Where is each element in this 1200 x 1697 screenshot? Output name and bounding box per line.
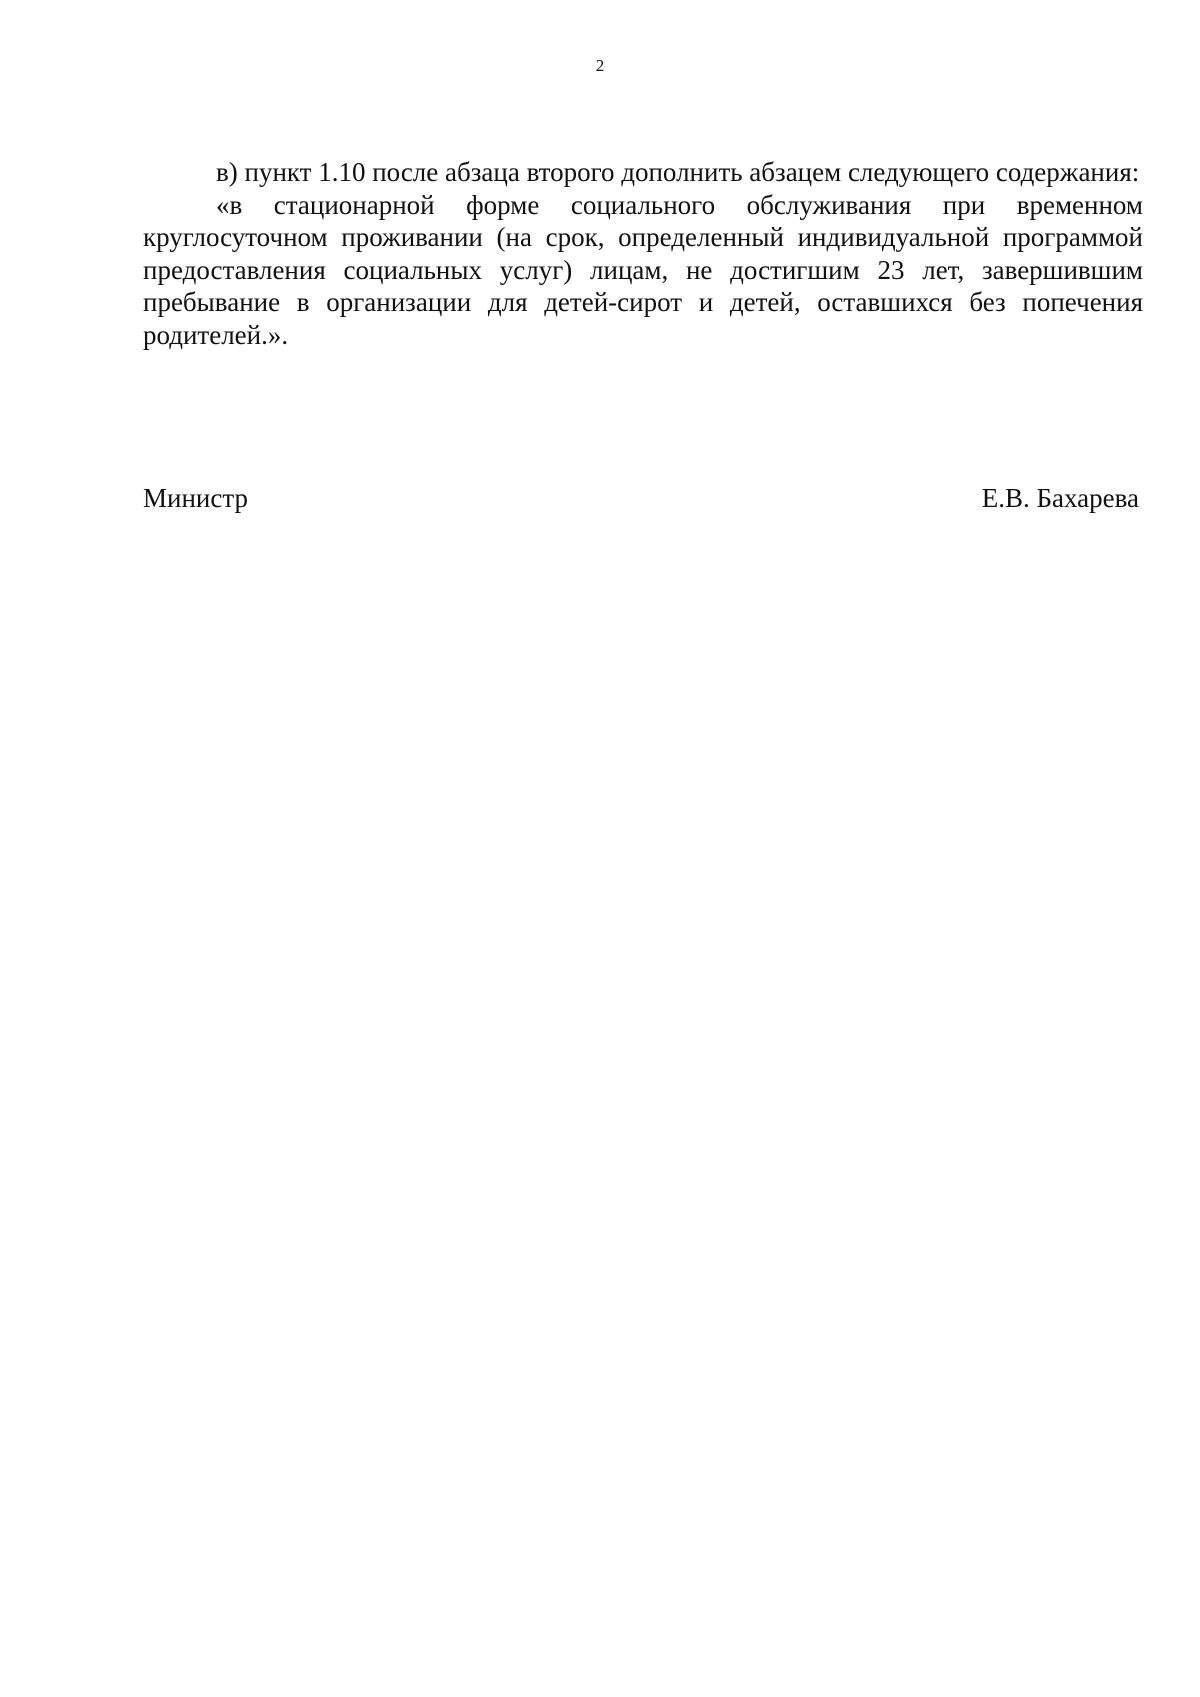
signatory-position: Министр	[143, 483, 248, 513]
signatory-name: Е.В. Бахарева	[981, 483, 1139, 513]
document-body	[143, 156, 1143, 351]
paragraph-amendment-intro: в) пункт 1.10 после абзаца второго дополнить абзацем следующего содержания:	[216, 157, 1140, 187]
page-number: 2	[595, 56, 605, 75]
signature-block	[143, 482, 1139, 514]
paragraph-amendment-text: «в стационарной форме социального обслуживания при временном круглосуточном проживании (на срок, определенный индивидуальной программой предоставления социальных услуг) лицам, не достигшим 23 лет, завершившим пребывание в организации для детей-сирот и детей, оставшихся без попечения родителей.».	[143, 189, 1143, 350]
